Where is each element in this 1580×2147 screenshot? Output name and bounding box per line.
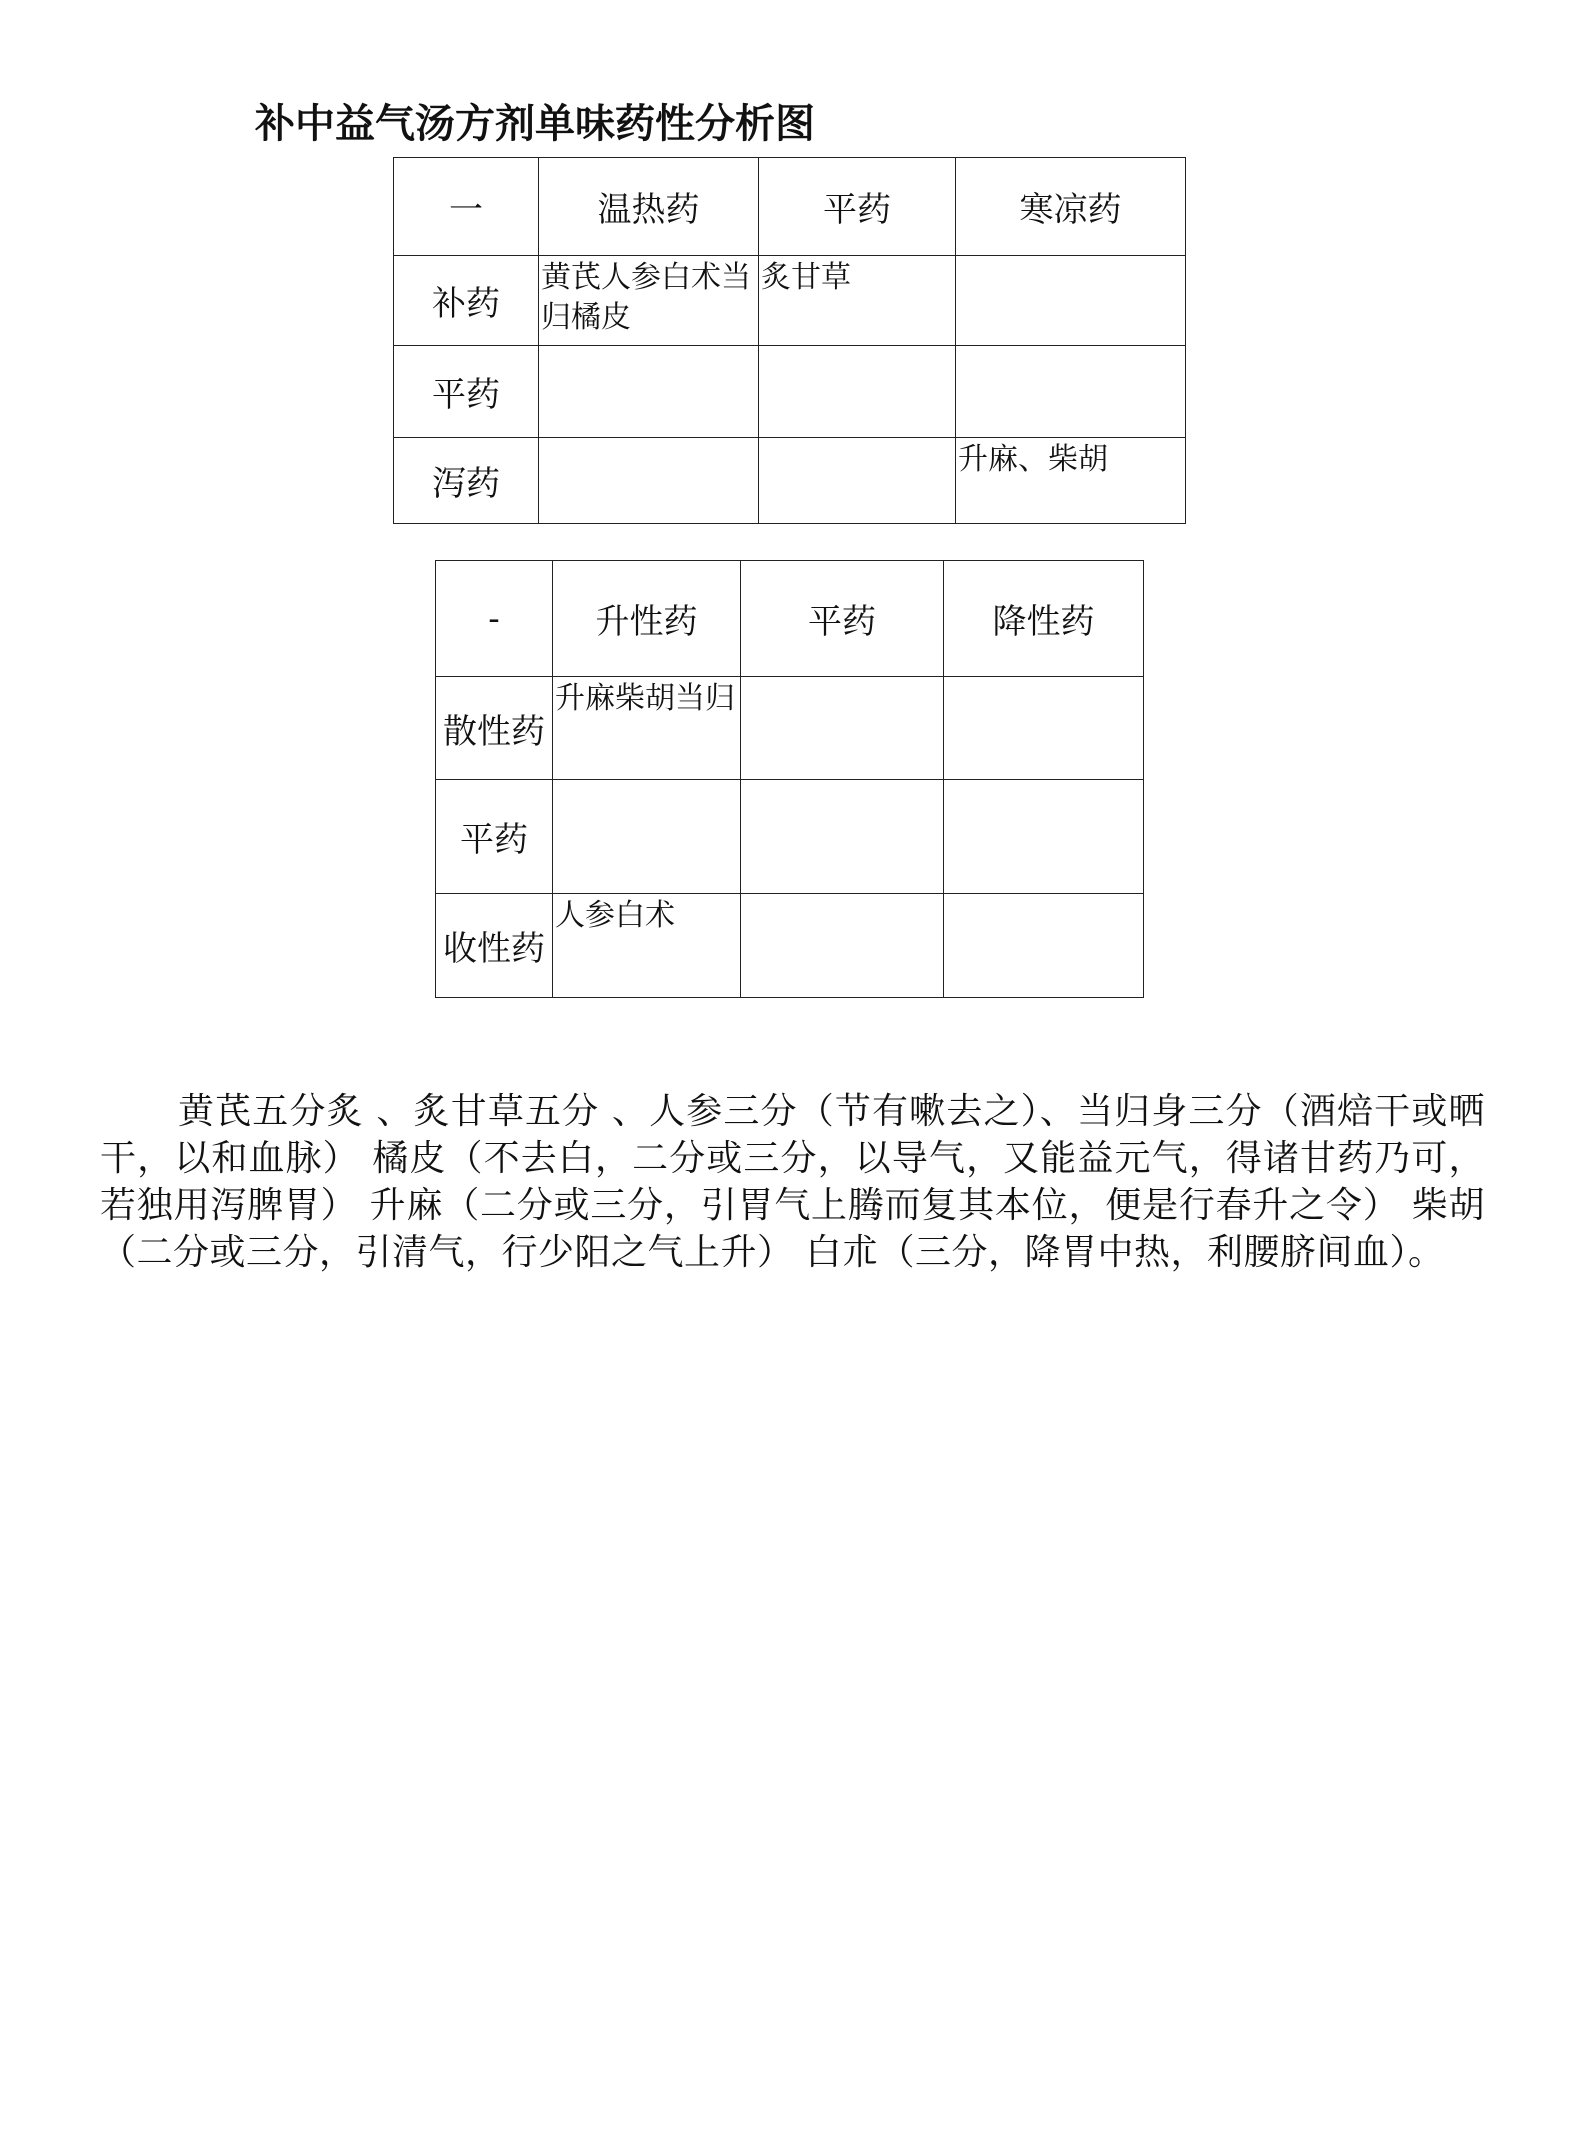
table1-cell <box>956 256 1186 346</box>
temperature-tonify-table <box>393 157 1186 524</box>
table1-row-label-tonify: 补药 <box>394 256 539 346</box>
table2-corner-header: - <box>436 561 553 677</box>
table1-corner-header: 一 <box>394 158 539 256</box>
table2-row-label-astringent: 收性药 <box>436 894 553 998</box>
table2-header-descending: 降性药 <box>944 561 1144 677</box>
table1-header-cold: 寒凉药 <box>956 158 1186 256</box>
table1-cell <box>759 346 956 438</box>
table2-cell <box>741 677 944 780</box>
table1-cell <box>956 346 1186 438</box>
table1-row-label-neutral: 平药 <box>394 346 539 438</box>
table2-row-label-dispersing: 散性药 <box>436 677 553 780</box>
table2-row-label-neutral: 平药 <box>436 780 553 894</box>
ascending-dispersing-table <box>435 560 1144 998</box>
table1-cell: 黄芪人参白术当归橘皮 <box>539 256 759 346</box>
table1-cell: 炙甘草 <box>759 256 956 346</box>
table2-header-neutral: 平药 <box>741 561 944 677</box>
table2-cell: 升麻柴胡当归 <box>553 677 741 780</box>
table1-cell <box>539 438 759 524</box>
formula-description: 黄芪五分炙 、炙甘草五分 、人参三分（节有嗽去之）、当归身三分（酒焙干或晒干，以和血脉） 橘皮（不去白，二分或三分，以导气，又能益元气，得诸甘药乃可，若独用泻脾胃） 升麻（二分或三分，引胃气上腾而复其本位，便是行春升之令） 柴胡（二分或三分，引清气，行少阳之气上升） 白朮（三分，降胃中热，利腰脐间血）。 <box>100 1091 1485 1273</box>
table2-cell <box>944 677 1144 780</box>
table1-row-label-purge: 泻药 <box>394 438 539 524</box>
document-title: 补中益气汤方剂单味药性分析图 <box>255 100 815 147</box>
table2-cell <box>553 780 741 894</box>
table1-cell: 升麻、柴胡 <box>956 438 1186 524</box>
table2-cell <box>741 894 944 998</box>
table2-cell <box>944 894 1144 998</box>
table1-cell <box>759 438 956 524</box>
table2-cell <box>944 780 1144 894</box>
table2-header-ascending: 升性药 <box>553 561 741 677</box>
table1-cell <box>539 346 759 438</box>
table1-header-neutral: 平药 <box>759 158 956 256</box>
table2-cell: 人参白术 <box>553 894 741 998</box>
table1-header-warm: 温热药 <box>539 158 759 256</box>
table2-cell <box>741 780 944 894</box>
